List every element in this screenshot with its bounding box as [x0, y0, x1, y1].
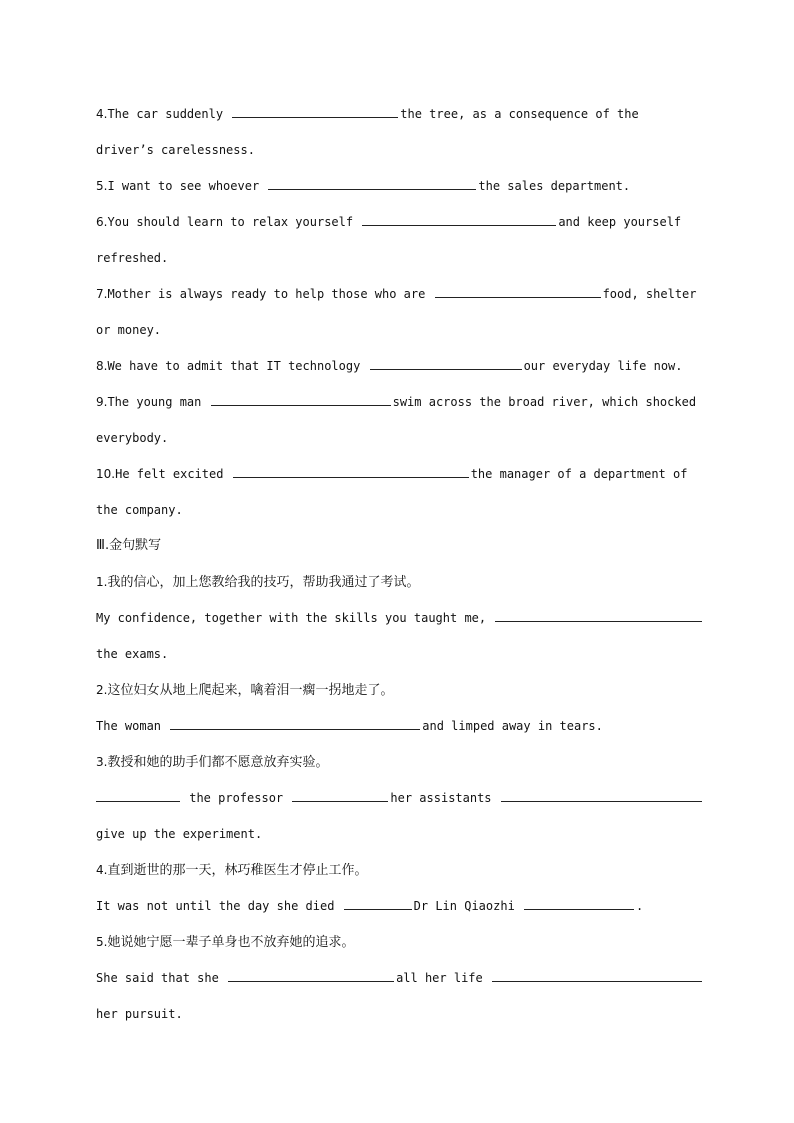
prompt-1-english-line-1: [96, 600, 702, 636]
item-number: 2.: [96, 683, 108, 697]
sentence-7-line-1: [96, 276, 702, 312]
sentence-text: her assistants: [390, 791, 492, 805]
item-number: 5.: [96, 935, 108, 949]
prompt-5-english-line-2: [96, 996, 702, 1032]
item-number: 10.: [96, 467, 116, 481]
sentence-text: food, shelter: [602, 287, 697, 301]
prompt-3-english-line-2: [96, 816, 702, 852]
sentence-text: the manager of a department of: [470, 467, 688, 481]
sentence-text: refreshed.: [96, 251, 169, 265]
sentence-7-line-2: [96, 312, 702, 348]
sentence-text: My confidence, together with the skills you taught me,: [96, 611, 487, 625]
item-number: 3.: [96, 755, 108, 769]
sentence-text: her pursuit.: [96, 1007, 183, 1021]
sentence-text: He felt excited: [115, 467, 224, 481]
prompt-4-chinese: [96, 852, 702, 888]
sentence-6-line-1: [96, 204, 702, 240]
sentence-10-line-2: [96, 492, 702, 528]
prompt-5-chinese: [96, 924, 702, 960]
sentence-text: the company.: [96, 503, 183, 517]
sentence-text: the exams.: [96, 647, 169, 661]
sentence-text: or money.: [96, 323, 162, 337]
sentence-9-line-1: [96, 384, 702, 420]
chinese-prompt: 直到逝世的那一天，林巧稚医生才停止工作。: [107, 863, 368, 878]
worksheet-page: [96, 96, 702, 1032]
sentence-6-line-2: [96, 240, 702, 276]
item-number: 1.: [96, 575, 108, 589]
prompt-1-chinese: [96, 564, 702, 600]
sentence-text: It was not until the day she died: [96, 899, 335, 913]
sentence-10-line-1: [96, 456, 702, 492]
prompt-1-english-line-2: [96, 636, 702, 672]
item-number: 5.: [96, 179, 108, 193]
sentence-text: The young man: [107, 395, 202, 409]
chinese-prompt: 教授和她的助手们都不愿意放弃实验。: [107, 755, 329, 770]
sentence-8-line-1: [96, 348, 702, 384]
answer-blank[interactable]: [501, 800, 702, 802]
chinese-prompt: 这位妇女从地上爬起来，噙着泪一瘸一拐地走了。: [107, 683, 394, 698]
prompt-2-chinese: [96, 672, 702, 708]
sentence-4-line-1: [96, 96, 702, 132]
prompt-5-english-line-1: [96, 960, 702, 996]
sentence-text: our everyday life now.: [523, 359, 683, 373]
item-number: 4.: [96, 863, 108, 877]
sentence-text: I want to see whoever: [107, 179, 260, 193]
sentence-text: driver’s carelessness.: [96, 143, 255, 157]
chinese-prompt: 我的信心，加上您教给我的技巧，帮助我通过了考试。: [107, 575, 420, 590]
prompt-3-english-line-1: [96, 780, 702, 816]
answer-blank[interactable]: [232, 116, 398, 118]
answer-blank[interactable]: [233, 476, 469, 478]
prompt-3-chinese: [96, 744, 702, 780]
section-title: Ⅲ.金句默写: [96, 538, 162, 553]
sentence-text: the tree, as a consequence of the: [400, 107, 639, 121]
sentence-text: Mother is always ready to help those who are: [107, 287, 426, 301]
chinese-prompt: 她说她宁愿一辈子单身也不放弃她的追求。: [107, 935, 355, 950]
sentence-text: the professor: [189, 791, 284, 805]
sentence-text: the sales department.: [478, 179, 631, 193]
sentence-5-line-1: [96, 168, 702, 204]
answer-blank[interactable]: [170, 728, 420, 730]
sentence-text: The car suddenly: [107, 107, 224, 121]
sentence-9-line-2: [96, 420, 702, 456]
section-heading: [96, 528, 702, 564]
answer-blank[interactable]: [211, 404, 391, 406]
answer-blank[interactable]: [344, 908, 412, 910]
sentence-text: everybody.: [96, 431, 169, 445]
answer-blank[interactable]: [435, 296, 601, 298]
answer-blank[interactable]: [228, 980, 394, 982]
item-number: 8.: [96, 359, 108, 373]
answer-blank[interactable]: [96, 800, 180, 802]
prompt-4-english-line-1: [96, 888, 702, 924]
item-number: 9.: [96, 395, 108, 409]
answer-blank[interactable]: [362, 224, 556, 226]
answer-blank[interactable]: [492, 980, 702, 982]
sentence-text: and keep yourself: [558, 215, 682, 229]
sentence-text: give up the experiment.: [96, 827, 263, 841]
prompt-2-english-line-1: [96, 708, 702, 744]
answer-blank[interactable]: [370, 368, 522, 370]
sentence-text: The woman: [96, 719, 162, 733]
answer-blank[interactable]: [268, 188, 476, 190]
sentence-4-line-2: [96, 132, 702, 168]
sentence-text: We have to admit that IT technology: [107, 359, 361, 373]
sentence-text: swim across the broad river, which shocked: [392, 395, 697, 409]
sentence-text: .: [636, 899, 644, 913]
sentence-text: all her life: [396, 971, 483, 985]
sentence-text: You should learn to relax yourself: [107, 215, 354, 229]
answer-blank[interactable]: [495, 620, 702, 622]
sentence-text: She said that she: [96, 971, 219, 985]
answer-blank[interactable]: [292, 800, 388, 802]
sentence-text: Dr Lin Qiaozhi: [413, 899, 515, 913]
item-number: 4.: [96, 107, 108, 121]
answer-blank[interactable]: [524, 908, 634, 910]
item-number: 6.: [96, 215, 108, 229]
sentence-text: and limped away in tears.: [422, 719, 603, 733]
item-number: 7.: [96, 287, 108, 301]
